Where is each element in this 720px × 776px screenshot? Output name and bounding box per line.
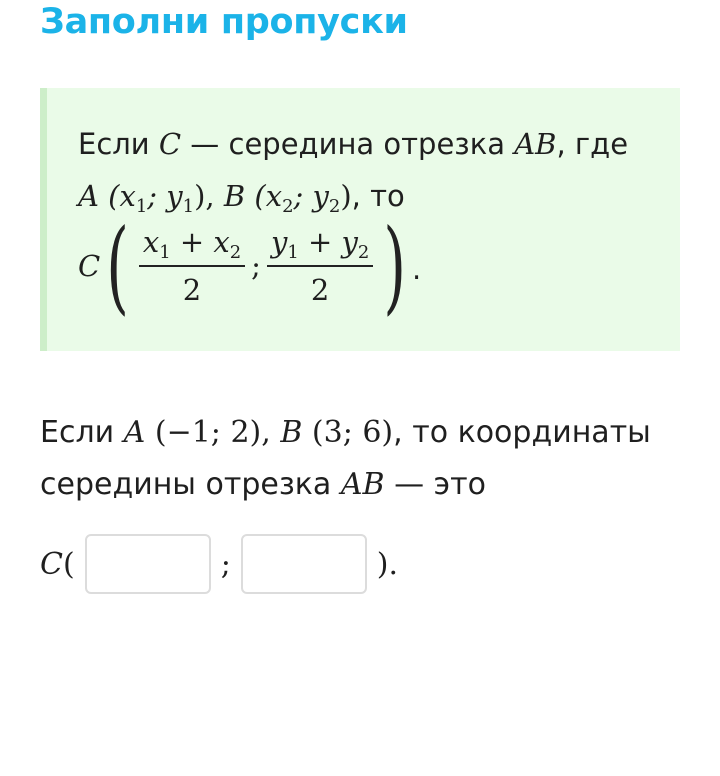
hint-coords: ; y xyxy=(293,179,329,213)
hint-subscript: 2 xyxy=(282,195,294,217)
numerator-subscript: 1 xyxy=(159,241,171,263)
numerator-var: x xyxy=(142,225,160,259)
task-point-b: B xyxy=(280,415,303,450)
numerator-var: y xyxy=(270,225,288,259)
hint-subscript: 1 xyxy=(182,195,195,217)
formula-period: . xyxy=(411,252,422,286)
hint-point-a: A xyxy=(78,179,99,213)
hint-text: , то xyxy=(351,179,405,213)
task-segment-ab: AB xyxy=(340,467,385,502)
answer-open-paren: ( xyxy=(62,546,75,582)
task-line-2 xyxy=(40,467,486,502)
fraction-y-numerator xyxy=(267,225,373,267)
fraction-x xyxy=(139,225,245,307)
hint-text: — середина отрезка xyxy=(181,127,515,161)
hint-text: Если xyxy=(78,127,159,161)
task-line-1 xyxy=(40,415,651,450)
fraction-x-numerator xyxy=(139,225,245,267)
hint-coords: (x xyxy=(245,179,283,213)
numerator-subscript: 2 xyxy=(357,241,370,263)
hint-accent-bar xyxy=(40,88,47,351)
fraction-y xyxy=(267,225,373,307)
task-point-b-coords: (3; 6) xyxy=(302,415,394,450)
fraction-y-denominator: 2 xyxy=(310,273,330,307)
hint-line-1 xyxy=(78,127,629,161)
hint-subscript: 1 xyxy=(135,195,148,217)
formula-point-c: C xyxy=(78,249,101,283)
numerator-subscript: 1 xyxy=(287,241,299,263)
hint-segment-ab: AB xyxy=(514,127,557,161)
hint-point-b: B xyxy=(223,179,246,213)
fraction-x-denominator: 2 xyxy=(182,273,202,307)
page-title: Заполни пропуски xyxy=(40,2,408,42)
task-text: Если xyxy=(40,415,124,450)
answer-point-c: C xyxy=(40,546,63,582)
hint-point-c: C xyxy=(158,127,182,161)
task-text: — это xyxy=(384,467,486,502)
answer-row xyxy=(40,532,398,596)
midpoint-formula xyxy=(78,206,422,326)
numerator-subscript: 2 xyxy=(229,241,242,263)
answer-separator: ; xyxy=(220,546,231,582)
hint-text: , где xyxy=(556,127,629,161)
formula-separator: ; xyxy=(251,249,261,283)
hint-box xyxy=(40,88,680,351)
hint-subscript: 2 xyxy=(328,195,341,217)
hint-coords: ), xyxy=(194,179,224,213)
formula-open-paren: ( xyxy=(106,206,129,326)
task-text: середины отрезка xyxy=(40,467,341,502)
numerator-var: + x xyxy=(170,225,230,259)
hint-coords: (x xyxy=(98,179,136,213)
hint-coords: ) xyxy=(340,179,352,213)
hint-coords: ; y xyxy=(147,179,183,213)
task-point-a-coords: (−1; 2), xyxy=(145,415,281,450)
answer-x-input[interactable] xyxy=(85,534,211,594)
answer-close-paren: ). xyxy=(376,546,399,582)
task-text: , то координаты xyxy=(393,415,651,450)
formula-close-paren: ) xyxy=(383,206,406,326)
task-point-a: A xyxy=(123,415,146,450)
numerator-var: + y xyxy=(298,225,358,259)
answer-y-input[interactable] xyxy=(241,534,367,594)
